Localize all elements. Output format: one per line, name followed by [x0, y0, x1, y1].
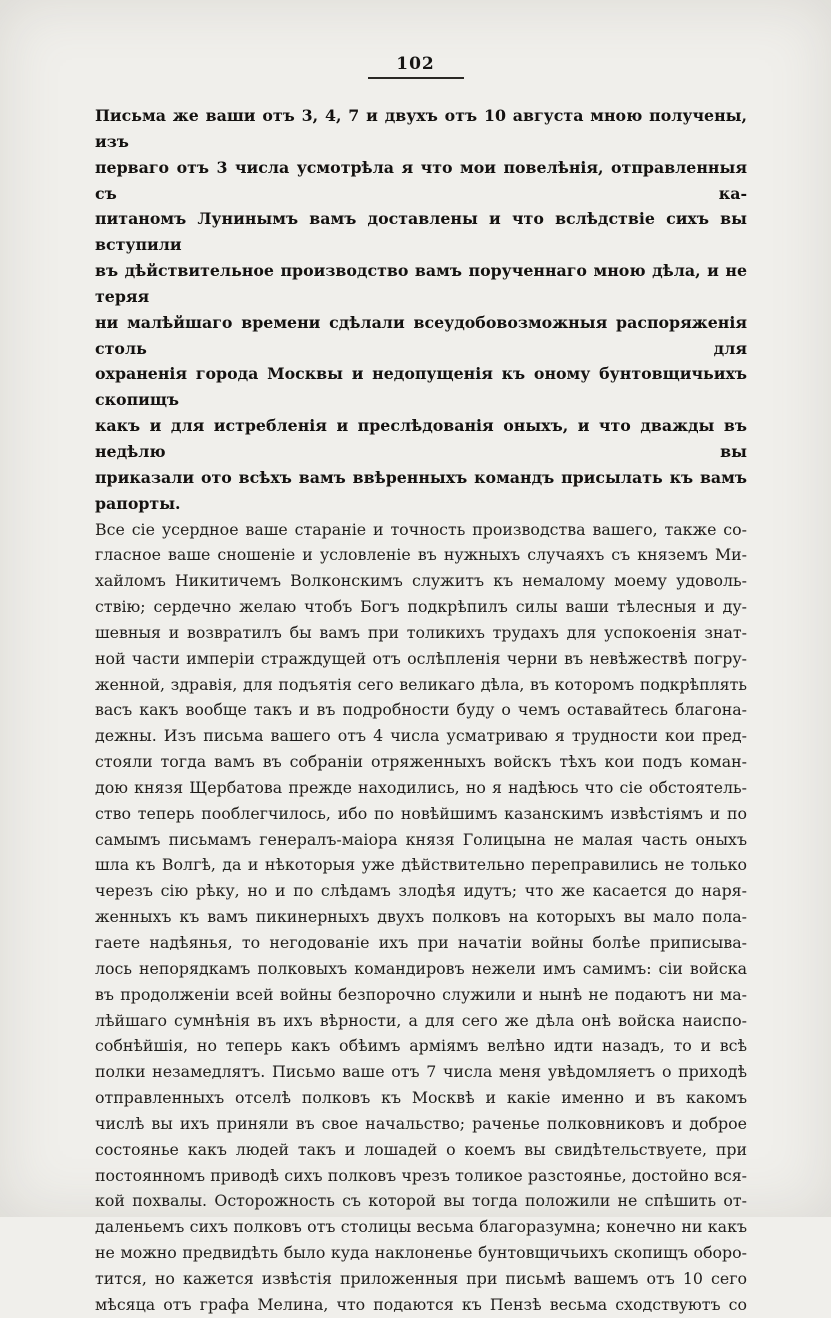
text-line: шла къ Волгѣ, да и нѣкоторыя уже дѣйствительно переправились не только — [95, 855, 747, 875]
text-line: какъ и для истребленія и преслѣдованія оныхъ, и что дважды въ недѣлю вы — [95, 416, 747, 461]
text-line: ни малѣйшаго времени сдѣлали всеудобовозможныя распоряженія столь для — [95, 312, 747, 358]
text-line: кой похвалы. Осторожность съ которой вы тогда положили не спѣшить от- — [95, 1191, 747, 1211]
text-line: женныхъ къ вамъ пикинерныхъ двухъ полковъ на которыхъ вы мало пола- — [95, 907, 747, 927]
text-line: васъ какъ вообще такъ и въ подробности буду о чемъ оставайтесь благона- — [95, 700, 747, 720]
text-line: ной части имперіи страждущей отъ ослѣпленія черни въ невѣжествѣ погру- — [95, 648, 747, 668]
text-line: ствію; сердечно желаю чтобъ Богъ подкрѣпилъ силы ваши тѣлесныя и ду- — [95, 597, 747, 617]
text-line: хайломъ Никитичемъ Волконскимъ служитъ къ немалому моему удоволь- — [95, 571, 747, 591]
text-line: мѣсяца отъ графа Мелина, что подаются къ Пензѣ весьма сходствуютъ со — [95, 1294, 747, 1314]
text-line: Все сіе усердное ваше стараніе и точность производства вашего, также со- — [95, 519, 747, 539]
text-line: шевныя и возвратилъ бы вамъ при толикихъ трудахъ для успокоенія знат- — [95, 622, 747, 642]
text-line: собнѣйшія, но теперь какъ обѣимъ арміямъ велѣно идти назадъ, то и всѣ — [95, 1036, 747, 1056]
text-line: гласное ваше сношеніе и условленіе въ нужныхъ случаяхъ съ княземъ Ми- — [95, 545, 747, 565]
text-line: Письма же ваши отъ 3, 4, 7 и двухъ отъ 10 августа мною получены, изъ — [95, 106, 747, 151]
text-line: состоянье какъ людей такъ и лошадей о коемъ вы свидѣтельствуете, при — [95, 1139, 747, 1159]
text-line: дежны. Изъ письма вашего отъ 4 числа усматриваю я трудности кои пред- — [95, 726, 747, 746]
text-line: дою князя Щербатова прежде находились, но я надѣюсь что сіе обстоятель- — [95, 777, 747, 797]
text-line: стояли тогда вамъ въ собраніи отряженныхъ войскъ тѣхъ кои подъ коман- — [95, 752, 747, 772]
text-line: не можно предвидѣть было куда наклоненье бунтовщичьихъ скопищъ оборо- — [95, 1243, 747, 1263]
text-line: женной, здравія, для подъятія сего великаго дѣла, въ которомъ подкрѣплять — [95, 674, 747, 694]
text-line: приказали ото всѣхъ вамъ ввѣренныхъ командъ присылать къ вамъ рапорты. — [95, 467, 747, 513]
text-line: числѣ вы ихъ приняли въ свое начальство; раченье полковниковъ и доброе — [95, 1113, 747, 1133]
text-line: питаномъ Лунинымъ вамъ доставлены и что вслѣдствіе сихъ вы вступили — [95, 209, 747, 255]
text-line: въ продолженіи всей войны безпорочно служили и нынѣ не подаютъ ни ма- — [95, 984, 747, 1004]
text-line: самымъ письмамъ генералъ-маіора князя Голицына не малая часть оныхъ — [95, 829, 747, 849]
text-line: перваго отъ 3 числа усмотрѣла я что мои повелѣнія, отправленныя съ ка- — [95, 157, 747, 203]
page-number-rule — [368, 77, 464, 79]
text-line: охраненія города Москвы и недопущенія къ оному бунтовщичьихъ скопищъ — [95, 364, 747, 410]
text-line: въ дѣйствительное производство вамъ порученнаго мною дѣла, и не теряя — [95, 261, 747, 306]
text-line: полки незамедлятъ. Письмо ваше отъ 7 числа меня увѣдомляетъ о приходѣ — [95, 1062, 747, 1082]
text-line: лѣйшаго сумнѣнія въ ихъ вѣрности, а для сего же дѣла онѣ войска наиспо- — [95, 1010, 747, 1030]
page-header — [0, 54, 831, 79]
text-line: черезъ сію рѣку, но и по слѣдамъ злодѣя идутъ; что же касается до наря- — [95, 881, 747, 901]
text-line: гаете надѣянья, то негодованіе ихъ при начатіи войны болѣе приписыва- — [95, 933, 747, 952]
page-number: 102 — [396, 54, 435, 74]
text-line: лось непорядкамъ полковыхъ командировъ нежели имъ самимъ: сіи войска — [95, 958, 747, 978]
text-line: даленьемъ сихъ полковъ отъ столицы весьма благоразумна; конечно ни какъ — [95, 1217, 747, 1237]
text-line: ство теперь пооблегчилось, ибо по новѣйшимъ казанскимъ извѣстіямъ и по — [95, 803, 747, 823]
body-text — [95, 103, 747, 1318]
text-line: постоянномъ приводѣ сихъ полковъ чрезъ толикое разстоянье, достойно вся- — [95, 1165, 747, 1185]
text-line: отправленныхъ отселѣ полковъ къ Москвѣ и какіе именно и въ какомъ — [95, 1088, 747, 1108]
text-line: тится, но кажется извѣстія приложенныя при письмѣ вашемъ отъ 10 сего — [95, 1268, 747, 1288]
